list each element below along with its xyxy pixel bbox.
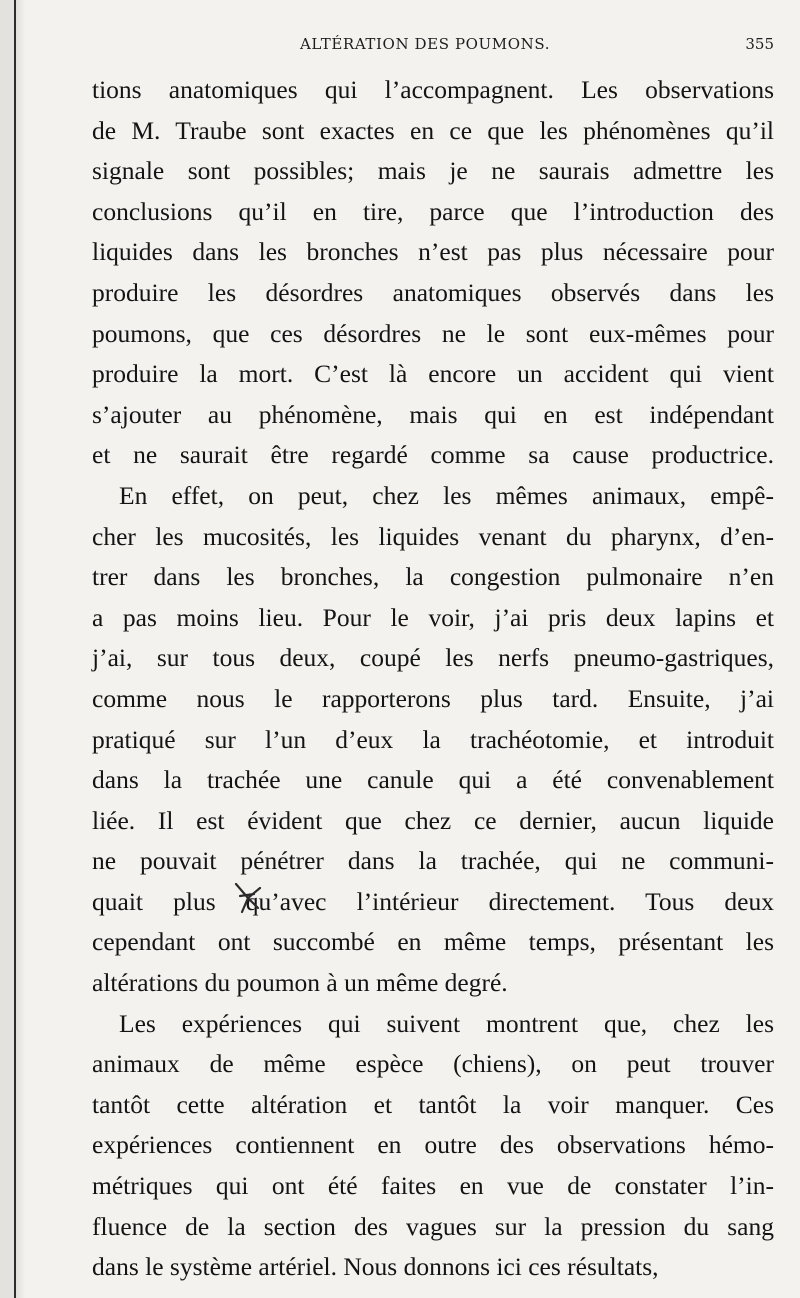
body-text — [92, 70, 774, 1288]
text-line: pratiqué sur l’un d’eux la trachéotomie, et introduit — [92, 724, 774, 754]
page-gutter-shadow — [16, 0, 26, 1298]
text-line: a pas moins lieu. Pour le voir, j’ai pris deux lapins et — [92, 602, 774, 632]
text-line: s’ajouter au phénomène, mais qui en est indépendant — [92, 399, 774, 429]
text-line: liée. Il est évident que chez ce dernier, aucun liquide — [92, 805, 774, 835]
text-line: liquides dans les bronches n’est pas plus nécessaire pour — [92, 237, 774, 267]
text-line: et ne saurait être regardé comme sa cause productrice. — [92, 440, 774, 470]
text-line: cependant ont succombé en même temps, présentant les — [92, 927, 774, 957]
text-line: signale sont possibles; mais je ne saurais admettre les — [92, 156, 774, 186]
text-line: de M. Traube sont exactes en ce que les phénomènes qu’il — [92, 115, 774, 145]
text-line: j’ai, sur tous deux, coupé les nerfs pneumo-gastriques, — [92, 643, 774, 673]
text-line: animaux de même espèce (chiens), on peut trouver — [92, 1049, 774, 1079]
text-line: quait plus qu’avec l’intérieur directement. Tous deux — [92, 886, 774, 916]
running-head — [16, 35, 800, 57]
text-line: comme nous le rapporterons plus tard. Ensuite, j’ai — [92, 683, 774, 713]
text-line: métriques qui ont été faites en vue de constater l’in- — [92, 1171, 774, 1201]
text-line: dans le système artériel. Nous donnons ici ces résultats, — [92, 1252, 659, 1282]
text-line: trer dans les bronches, la congestion pulmonaire n’en — [92, 562, 774, 592]
text-line: produire la mort. C’est là encore un accident qui vient — [92, 359, 774, 389]
text-line: produire les désordres anatomiques observés dans les — [92, 277, 774, 307]
text-line: tantôt cette altération et tantôt la voir manquer. Ces — [92, 1089, 774, 1119]
paragraph-end-line: altérations du poumon à un même degré. — [92, 968, 508, 998]
text-line: dans la trachée une canule qui a été convenablement — [92, 765, 774, 795]
text-line: poumons, que ces désordres ne le sont eux-mêmes pour — [92, 318, 774, 348]
text-line: cher les mucosités, les liquides venant du pharynx, d’en- — [92, 521, 774, 551]
text-line: ne pouvait pénétrer dans la trachée, qui ne communi- — [92, 846, 774, 876]
book-page — [14, 0, 800, 1298]
text-line: expériences contiennent en outre des observations hémo- — [92, 1130, 774, 1160]
running-title: ALTÉRATION DES POUMONS. — [300, 35, 551, 53]
paragraph-start-line: Les expériences qui suivent montrent que, chez les — [119, 1008, 774, 1038]
text-line: fluence de la section des vagues sur la pression du sang — [92, 1211, 774, 1241]
text-line: conclusions qu’il en tire, parce que l’introduction des — [92, 196, 774, 226]
paragraph-start-line: En effet, on peut, chez les mêmes animaux, empê- — [119, 480, 774, 510]
page-number: 355 — [745, 35, 774, 53]
ink-blot-mark — [230, 878, 266, 916]
text-line: tions anatomiques qui l’accompagnent. Les observations — [92, 75, 774, 104]
